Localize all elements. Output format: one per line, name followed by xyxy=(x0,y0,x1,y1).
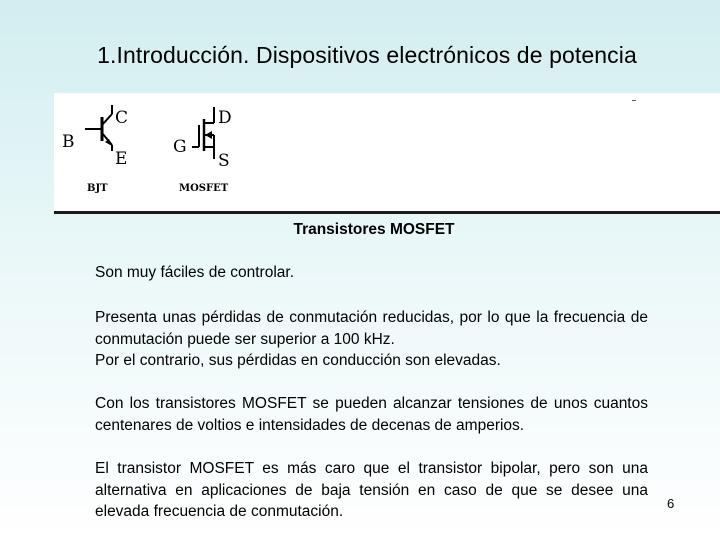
bjt-label-base: B xyxy=(62,132,75,152)
paragraph-switching-losses: Presenta unas pérdidas de conmutación reducidas, por lo que la frecuencia de conmutación puede ser superior a 100 kHz. xyxy=(95,309,648,348)
mosfet-arrow xyxy=(205,131,212,139)
figure-mark xyxy=(632,100,636,101)
mosfet-caption: MOSFET xyxy=(179,183,229,194)
bjt-label-collector: C xyxy=(115,108,129,128)
paragraph-ratings: Con los transistores MOSFET se pueden alcanzar tensiones de unos cuantos centenares de voltios e intensidades de decenas de amperios. xyxy=(95,395,648,434)
paragraph-cost: El transistor MOSFET es más caro que el transistor bipolar, pero son una alternativa en aplicaciones de baja tensión en caso de que se desee una elevada frecuencia de conmutación. xyxy=(95,460,648,520)
bjt-label-emitter: E xyxy=(115,149,128,169)
bjt-symbol xyxy=(85,105,112,151)
mosfet-label-drain: D xyxy=(218,108,232,128)
slide-title: 1.Introducción. Dispositivos electrónicos de potencia xyxy=(97,42,637,68)
transistor-symbols-figure xyxy=(54,93,720,214)
transistor-symbols-svg xyxy=(54,93,720,211)
mosfet-label-gate: G xyxy=(173,137,187,157)
paragraph-conduction-losses: Por el contrario, sus pérdidas en conducción son elevadas. xyxy=(95,352,501,369)
bjt-caption: BJT xyxy=(87,183,108,194)
mosfet-label-source: S xyxy=(218,151,230,171)
section-title: Transistores MOSFET xyxy=(293,221,455,238)
paragraph-control: Son muy fáciles de controlar. xyxy=(95,264,295,281)
page-number: 6 xyxy=(667,496,675,511)
